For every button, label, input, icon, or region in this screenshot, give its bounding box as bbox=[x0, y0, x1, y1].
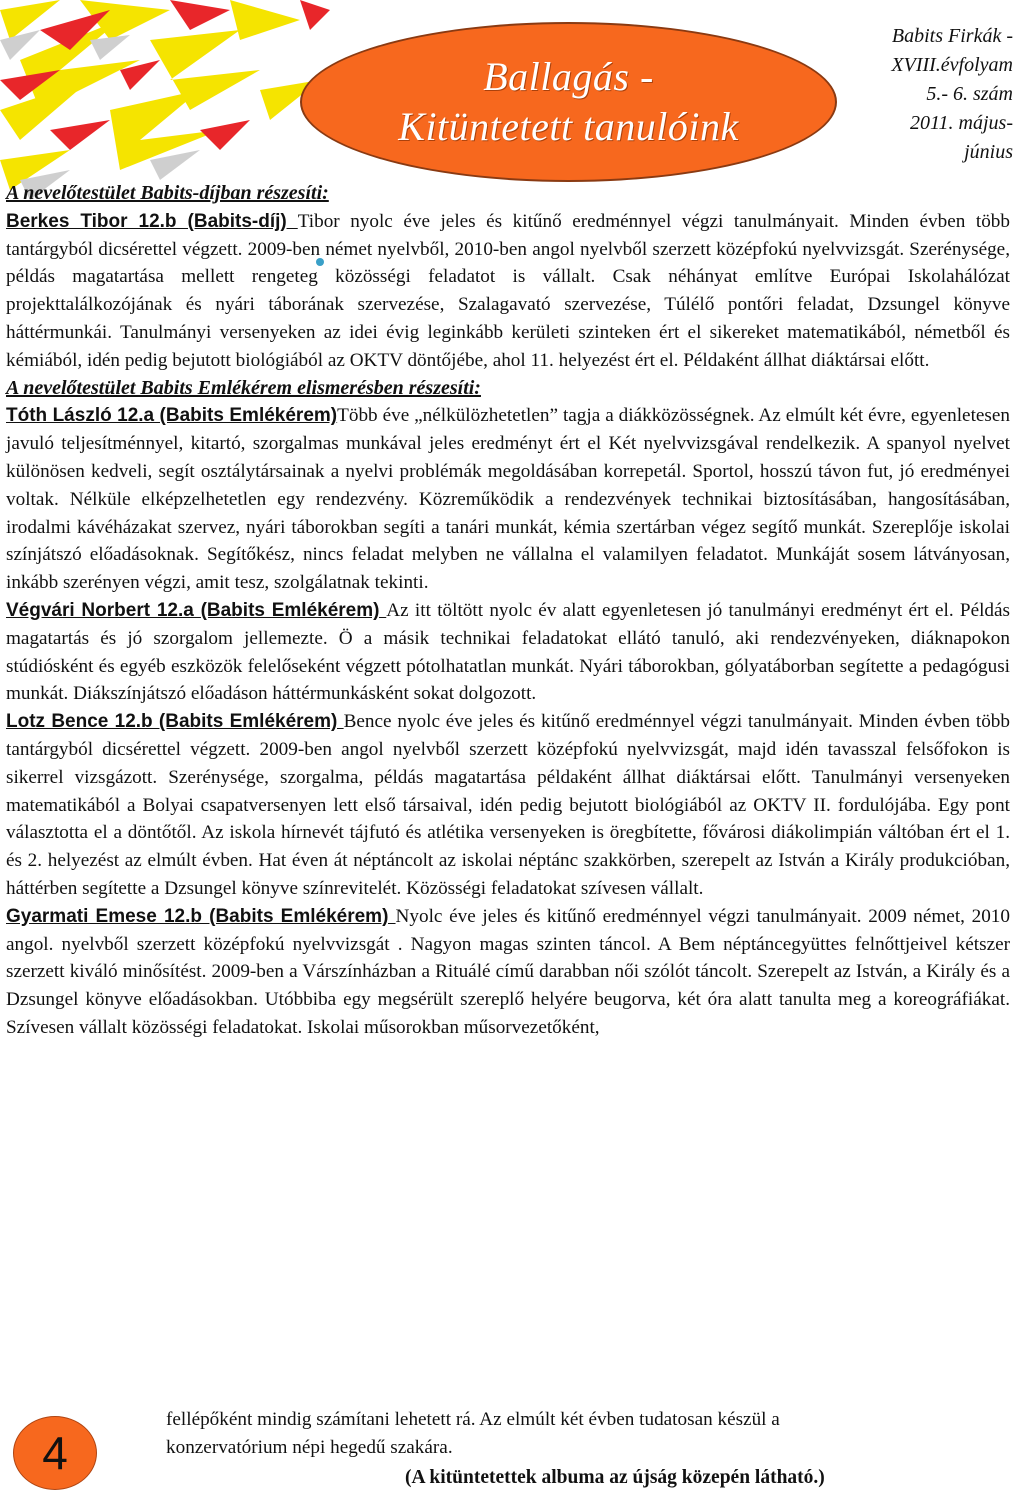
page-number: 4 bbox=[42, 1427, 68, 1479]
masthead-date-2: június bbox=[964, 141, 1013, 163]
continuation-line-2: konzervatórium népi hegedű szakára. bbox=[166, 1437, 453, 1458]
masthead-date-1: 2011. május- bbox=[910, 112, 1013, 134]
entry-gyarmati-emese bbox=[6, 903, 1010, 1042]
awardee-text: Tibor nyolc éve jeles és kitűnő eredménnyel végzi tanulmányait. Minden évben több tantárgyból dicsérettel végzett. 2009-ben német nyelvből, 2010-ben angol nyelvből szerzett középfokú nyelvvizsgát. Szerénysége, példás magatartása mellett rengeteg közösségi feladatot is vállalt. Csak néhányat említve Európai Iskolahálózat projekttalálkozójának és nyári táborának szervezése, Szalagavató szervezése, Túlélő pontőri feladat, Dzsungel könyve háttérmunkái. Tanulmányi versenyeken az idei évig leginkább kerületi szinteken ért el sikereket matematikából, németből és kémiából, idén pedig bejutott biológiából az OKTV döntőjébe, ahol 11. helyezést ért el. Példaként állhat diáktársai előtt. bbox=[6, 210, 1010, 371]
awardee-text: Bence nyolc éve jeles és kitűnő eredménnyel végzi tanulmányait. Minden évben több tantárgyból dicsérettel végzett. 2009-ben angol nyelvből szerzett középfokú nyelvvizsgát, majd idén tavasszal felsőfokon is sikerrel vizsgázott. Szerénysége, szorgalma, példás magatartása példaként állhat diáktársai előtt. Tanulmányi versenyeken matematikából a Bolyai csapatversenyen lett első társaival, idén pedig bejutott biológiából az OKTV II. fordulójába. Egy pont választotta el a döntőtől. Az iskola hírnevét tájfutó és atlétika versenyeken is öregbítette, fővárosi diákolimpián váltóban ért el 1. és 2. helyezést az elmúlt évben. Hat éven át néptáncolt az iskolai néptánc szakkörben, szerepelt az István a Király produkcióban, háttérben segítette a Dzsungel könyve színrevitelét. Közösségi feladatokat szívesen vállalt. bbox=[6, 711, 1010, 899]
awardee-name: Berkes Tibor 12.b (Babits-díj) bbox=[6, 210, 298, 232]
title-oval bbox=[300, 22, 837, 182]
title-line-1: Ballagás - bbox=[483, 54, 654, 99]
awardee-text: Több éve „nélkülözhetetlen” tagja a diákközösségnek. Az elmúlt két évre, egyenletesen javuló teljesítménnyel, kitartó, szorgalmas munkával jeles eredményt ért el Két nyelvvizsgával rendelkezik. A spanyol nyelvet különösen kedveli, segít osztálytársainak a nyelvi problémák megoldásában korrepetál. Sportol, hosszú távon fut, jó eredményei voltak. Nélküle elképzelhetetlen egy rendezvény. Közreműködik a rendezvények technikai biztosításában, hangosításában, irodalmi kávéházakat szervez, nyári táborokban segíti a tanári munkát, kémia szertárban végez segítő munkát. Szereplője iskolai színjátszó előadásoknak. Segítőkész, nincs feladat melyben ne vállalna el valamilyen feladatot. Munkáját sosem látványosan, inkább szerényen végzi, amit tesz, szolgálatnak tekinti. bbox=[6, 405, 1010, 594]
section-heading-babits-dij: A nevelőtestület Babits-díjban részesíti: bbox=[6, 182, 329, 204]
closing-note: (A kitüntetettek albuma az újság közepén látható.) bbox=[405, 1467, 825, 1488]
entry-berkes-tibor bbox=[6, 208, 1010, 375]
article-body bbox=[6, 180, 1010, 1042]
masthead-issue: 5.- 6. szám bbox=[926, 83, 1013, 105]
page-number-badge bbox=[13, 1416, 97, 1490]
awardee-name: Lotz Bence 12.b (Babits Emlékérem) bbox=[6, 711, 344, 733]
awardee-text: Nyolc éve jeles és kitűnő eredménnyel végzi tanulmányait. 2009 német, 2010 angol. nyelvből szerzett középfokú nyelvvizsgát . Nagyon magas szinten táncol. A Bem néptáncegyüttes felnőttjeivel kétszer szerzett kiváló minősítést. 2009-ben a Várszínházban a Rituálé című darabban női szólót táncolt. Szerepelt az István, a Király és a Dzsungel könyve előadásokban. Utóbbiba egy megsérült szereplő helyére beugorva, két óra alatt tanulta meg a koreográfiákat. Szívesen vállalt közösségi feladatokat. Iskolai műsorokban műsorvezetőként, bbox=[6, 905, 1010, 1038]
awardee-name: Gyarmati Emese 12.b (Babits Emlékérem) bbox=[6, 905, 396, 927]
masthead-publication: Babits Firkák - bbox=[891, 25, 1013, 47]
awardee-name: Végvári Norbert 12.a (Babits Emlékérem) bbox=[6, 599, 387, 621]
awardee-text: Az itt töltött nyolc év alatt egyenletesen jó tanulmányi eredményt ért el. Példás magatartás és jó szorgalom jellemezte. Ö a másik technikai feladatokat ellátó tanuló, aki rendezvényeken, diáknapokon stúdiósként és egyéb eszközök felelőseként végzett pótolhatatlan munkát. Nyári táborokban, gólyatáborban segítette a pedagógusi munkát. Diákszínjátszó előadáson háttérmunkásként sokat dolgozott. bbox=[6, 599, 1011, 705]
awardee-name: Tóth László 12.a (Babits Emlékérem) bbox=[6, 405, 338, 427]
entry-toth-laszlo bbox=[6, 402, 1010, 597]
masthead-volume: XVIII.évfolyam bbox=[891, 54, 1013, 76]
masthead bbox=[823, 22, 1013, 167]
entry-vegvari-norbert bbox=[6, 597, 1010, 708]
continuation-line-1: fellépőként mindig számítani lehetett rá. Az elmúlt két évben tudatosan készül a bbox=[166, 1409, 780, 1430]
entry-lotz-bence bbox=[6, 708, 1010, 903]
section-heading-emlekerem: A nevelőtestület Babits Emlékérem elismerésben részesíti: bbox=[6, 376, 481, 399]
title-line-2: Kitüntetett tanulóink bbox=[398, 104, 739, 149]
entry-continuation bbox=[166, 1406, 966, 1462]
